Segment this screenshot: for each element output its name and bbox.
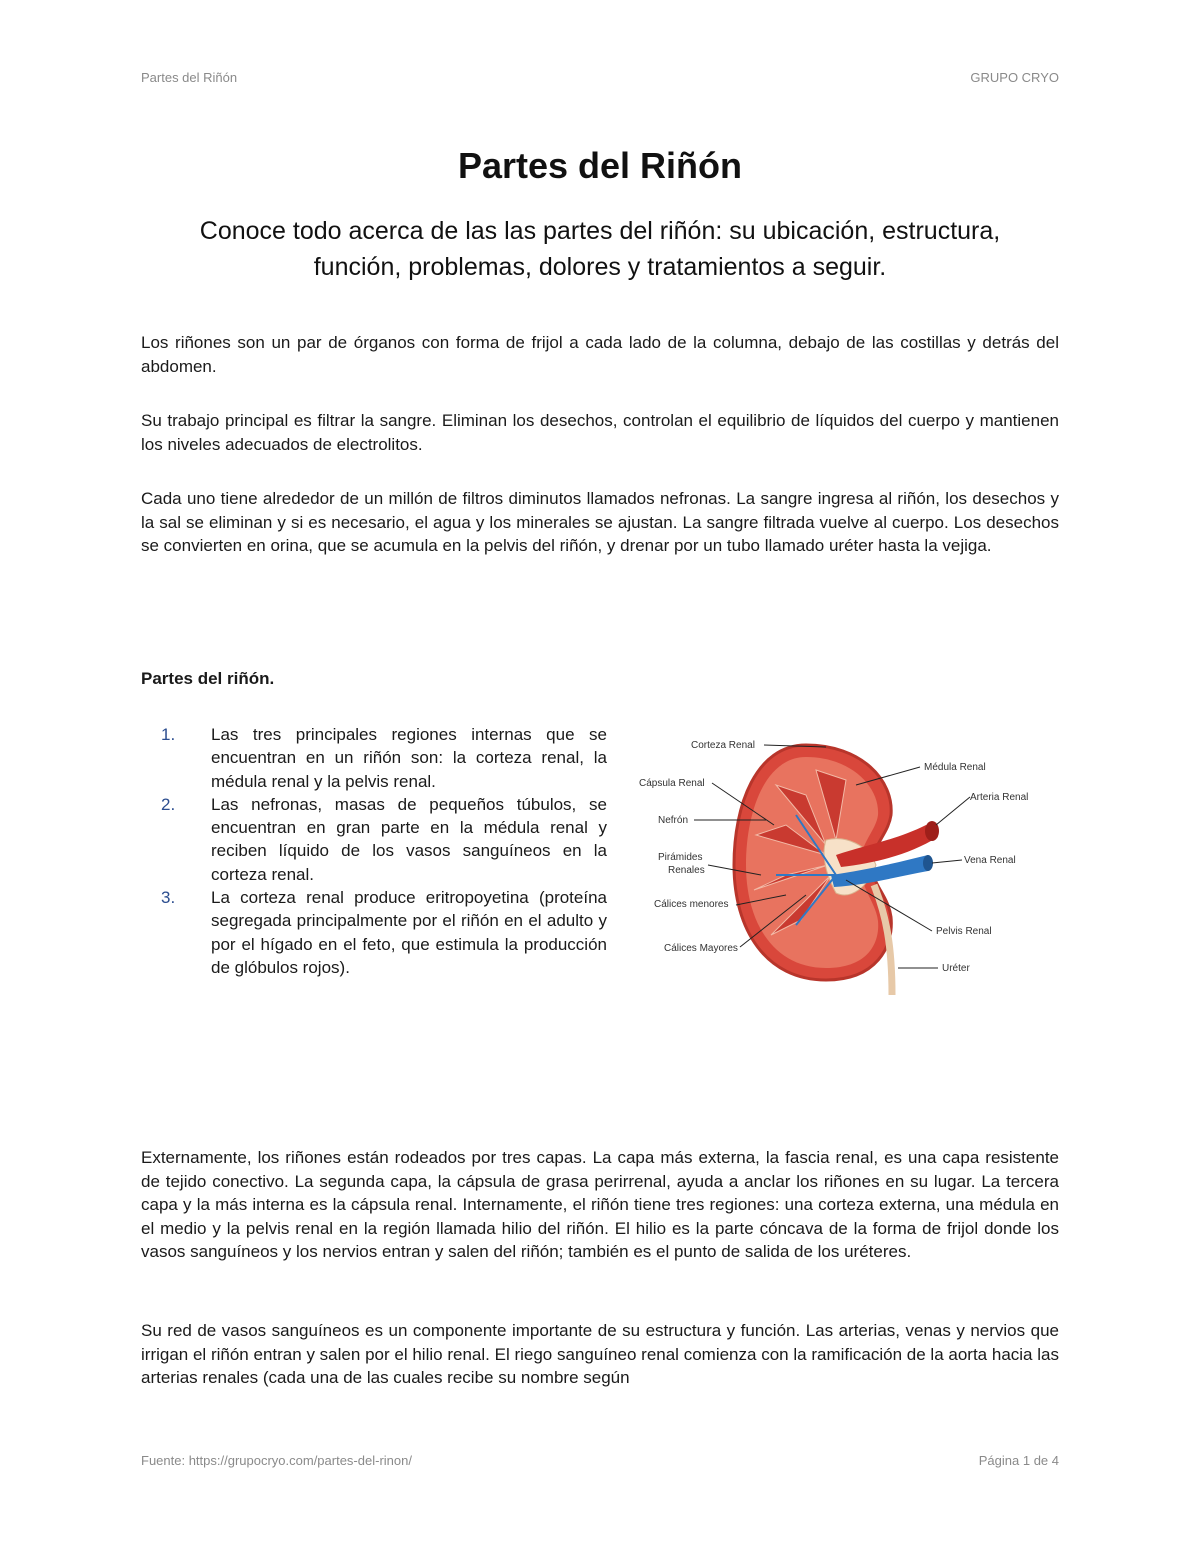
list-number: 3. xyxy=(161,888,176,908)
kidney-diagram xyxy=(636,725,1060,1000)
label-vena: Vena Renal xyxy=(964,855,1016,866)
paragraph-intro: Los riñones son un par de órganos con forma de frijol a cada lado de la columna, debajo de las costillas y detrás del abdomen. xyxy=(141,333,1059,376)
paragraph-vessels: Su red de vasos sanguíneos es un componente importante de su estructura y función. Las arterias, venas y nervios que irrigan el riñón entran y salen por el hilio renal. El riego sanguíneo renal comienza con la ramificación de la aorta hacia las arterias renales (cada una de las cuales recibe su nombre según xyxy=(141,1321,1059,1387)
list-number: 2. xyxy=(161,794,176,814)
label-nefron: Nefrón xyxy=(658,815,689,826)
footer-page-number: Página 1 de 4 xyxy=(978,1453,1059,1468)
paragraph-layers: Externamente, los riñones están rodeados por tres capas. La capa más externa, la fascia renal, es una capa resistente de tejido conectivo. La segunda capa, la cápsula de grasa perirrenal, ayuda a anclar los riñones en su lugar. La tercera capa y la más interna es la cápsula renal. Internamente, el riñón tiene tres regiones: una corteza externa, una médula en el medio y la pelvis renal en la región llamada hilio del riñón. El hilio es la parte cóncava de la forma de frijol donde los vasos sanguíneos y los nervios entran y salen del riñón; también es el punto de salida de los uréteres. xyxy=(141,1148,1059,1261)
label-ureter: Uréter xyxy=(942,963,970,974)
list-text: La corteza renal produce eritropoyetina (proteína segregada principalmente por el riñón en el adulto y por el hígado en el feto, que estimula la producción de glóbulos rojos). xyxy=(211,888,607,977)
label-calices-mayores: Cálices Mayores xyxy=(664,943,738,954)
label-corteza: Corteza Renal xyxy=(691,740,755,751)
label-renales: Renales xyxy=(668,865,705,876)
page-subtitle: Conoce todo acerca de las las partes del riñón: su ubicación, estructura, función, problemas, dolores y tratamientos a seguir. xyxy=(199,217,1001,281)
label-medula: Médula Renal xyxy=(924,762,986,773)
label-piramides: Pirámides xyxy=(658,852,703,863)
paragraph-nephrons: Cada uno tiene alrededor de un millón de filtros diminutos llamados nefronas. La sangre ingresa al riñón, los desechos y la sal se eliminan y si es necesario, el agua y los minerales se ajustan. La sangre filtrada vuelve al cuerpo. Los desechos se convierten en orina, que se acumula en la pelvis del riñón, y drenar por un tubo llamado uréter hasta la vejiga. xyxy=(141,489,1059,555)
paragraph-function: Su trabajo principal es filtrar la sangre. Eliminan los desechos, controlan el equilibrio de líquidos del cuerpo y mantienen los niveles adecuados de electrolitos. xyxy=(141,411,1059,454)
label-calices-menores: Cálices menores xyxy=(654,899,729,910)
list-item xyxy=(141,793,607,886)
section-heading: Partes del riñón. xyxy=(141,669,275,688)
label-capsula: Cápsula Renal xyxy=(639,778,705,789)
list-item xyxy=(141,886,607,979)
parts-list xyxy=(141,723,607,979)
label-arteria: Arteria Renal xyxy=(970,792,1029,803)
label-pelvis: Pelvis Renal xyxy=(936,926,992,937)
running-header-brand: GRUPO CRYO xyxy=(970,70,1059,85)
running-header-title: Partes del Riñón xyxy=(141,70,238,85)
list-item xyxy=(141,723,607,793)
page-title: Partes del Riñón xyxy=(457,145,743,186)
list-text: Las nefronas, masas de pequeños túbulos, se encuentran en gran parte en la médula renal y reciben líquido de los vasos sanguíneos en la corteza renal. xyxy=(211,794,607,884)
list-number: 1. xyxy=(161,725,176,744)
footer-source: Fuente: https://grupocryo.com/partes-del-rinon/ xyxy=(141,1453,412,1468)
list-text: Las tres principales regiones internas que se encuentran en un riñón son: la corteza renal, la médula renal y la pelvis renal. xyxy=(211,725,607,791)
